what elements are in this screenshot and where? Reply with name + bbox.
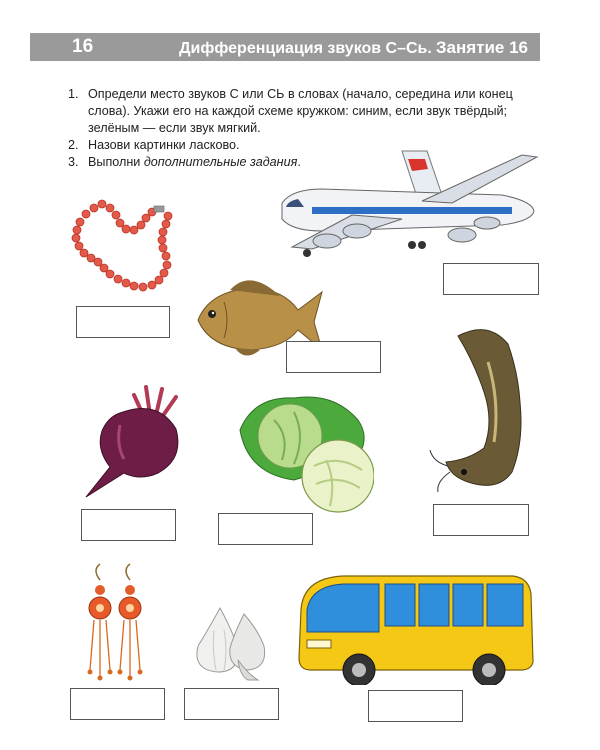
sound-scheme-box-airplane[interactable] xyxy=(443,263,539,295)
beads-picture xyxy=(66,192,186,302)
garlic-picture xyxy=(188,600,273,682)
beetroot-picture xyxy=(80,385,185,500)
lesson-label: Занятие 16 xyxy=(435,38,528,57)
sound-scheme-box-garlic[interactable] xyxy=(184,688,279,720)
cabbage-picture xyxy=(234,390,374,515)
sound-scheme-box-beads[interactable] xyxy=(76,306,170,338)
earrings-picture xyxy=(82,560,152,685)
sound-scheme-box-crucian[interactable] xyxy=(286,341,381,373)
bus-picture xyxy=(293,570,538,685)
sound-scheme-box-earrings[interactable] xyxy=(70,688,165,720)
page-title-text: Дифференциация звуков С–Сь. xyxy=(179,40,432,57)
instruction-3: 3. Выполни дополнительные задания. xyxy=(68,155,301,169)
sound-scheme-box-bus[interactable] xyxy=(368,690,463,722)
sound-scheme-box-cabbage[interactable] xyxy=(218,513,313,545)
airplane-picture xyxy=(252,145,542,265)
page-header xyxy=(30,33,540,61)
sound-scheme-box-beetroot[interactable] xyxy=(81,509,176,541)
instruction-2: 2. Назови картинки ласково. xyxy=(68,138,240,152)
sound-scheme-box-catfish[interactable] xyxy=(433,504,529,536)
page-title xyxy=(179,38,528,58)
instruction-1: 1. Определи место звуков С или СЬ в словах (начало, середина или конец слова). Укажи его на каждой схеме кружком: синим, если звук твёрдый; зелёным — если звук мягкий. xyxy=(68,87,513,135)
catfish-picture xyxy=(428,322,543,497)
page-number: 16 xyxy=(72,36,94,57)
